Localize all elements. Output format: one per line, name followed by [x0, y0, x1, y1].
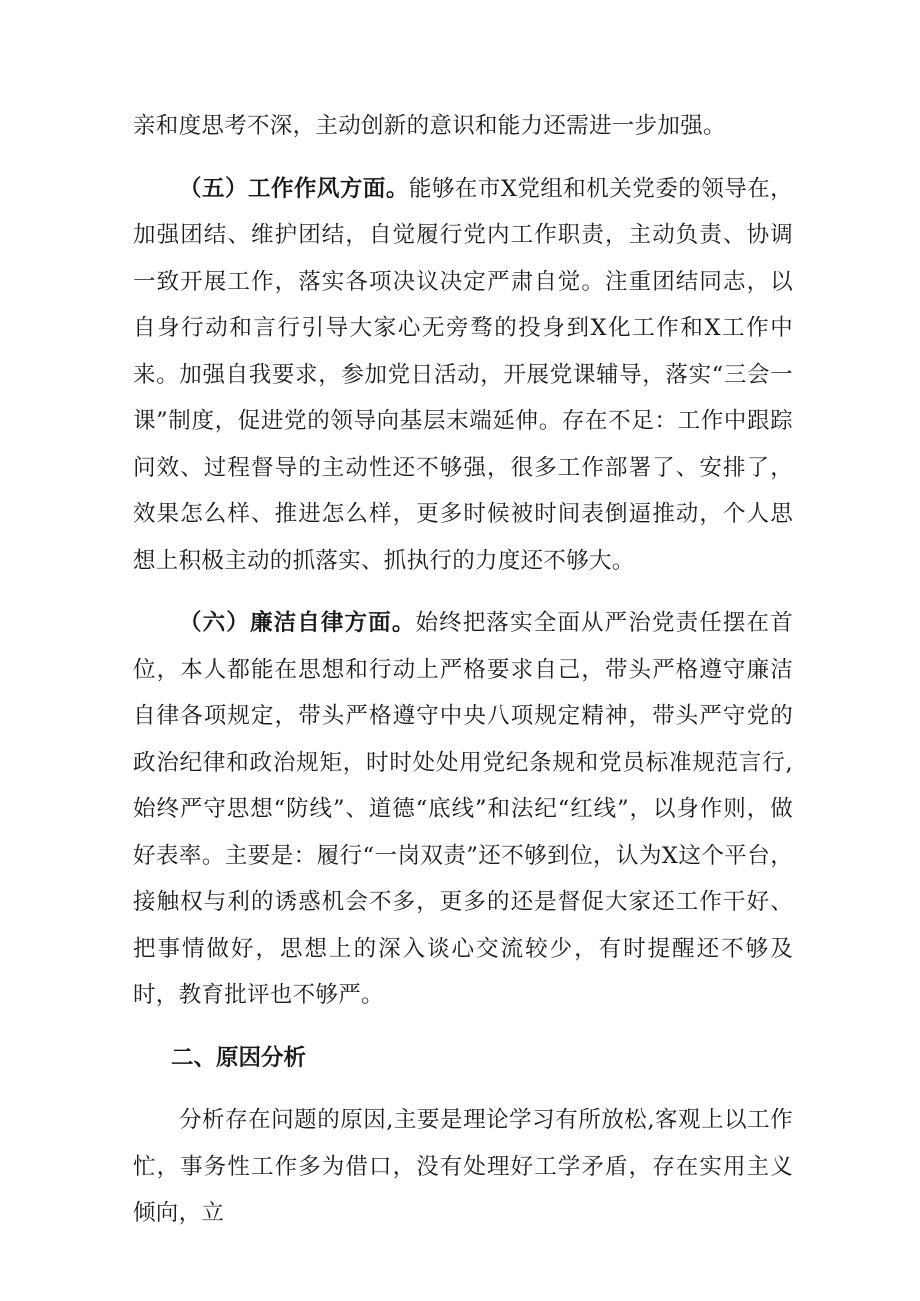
section-5-body: 能够在市X党组和机关党委的领导在，加强团结、维护团结，自觉履行党内工作职责，主动负责、协调一致开展工作，落实各项决议决定严肃自觉。注重团结同志，以自身行动和言行引导大家心无旁骛的投身到X化工作和X工作中来。加强自我要求，参加党日活动，开展党课辅导，落实“三会一课”制度，促进党的领导向基层末端延伸。存在不足：工作中跟踪问效、过程督导的主动性还不够强，很多工作部署了、安排了，效果怎么样、推进怎么样，更多时候被时间表倒逼推动，个人思想上积极主动的抓落实、抓执行的力度还不够大。: [133, 175, 793, 574]
section-6-lead: （六）廉洁自律方面。: [179, 610, 416, 636]
analysis-paragraph: 分析存在问题的原因,主要是理论学习有所放松,客观上以工作忙，事务性工作多为借口，没有处理好工学矛盾，存在实用主义倾向，立: [133, 1107, 793, 1226]
document-body: [133, 103, 793, 1237]
section-5-paragraph: [133, 166, 793, 585]
carryover-paragraph: 亲和度思考不深，主动创新的意识和能力还需进一步加强。: [133, 113, 726, 139]
section-5-lead: （五）工作作风方面。: [179, 175, 409, 202]
section-6-body: 始终把落实全面从严治党责任摆在首位，本人都能在思想和行动上严格要求自己，带头严格遵守廉洁自律各项规定，带头严格遵守中央八项规定精神，带头严守党的政治纪律和政治规矩，时时处处用党纪条规和党员标准规范言行,始终严守思想“防线”、道德“底线”和法纪“红线”，以身作则，做好表率。主要是：履行“一岗双责”还不够到位，认为X这个平台，接触权与利的诱惑机会不多，更多的还是督促大家还工作干好、把事情做好，思想上的深入谈心交流较少，有时提醒还不够及时，教育批评也不够严。: [133, 610, 793, 1008]
section-heading-cause-analysis: 二、原因分析: [171, 1044, 307, 1071]
section-6-paragraph: [133, 600, 793, 1019]
